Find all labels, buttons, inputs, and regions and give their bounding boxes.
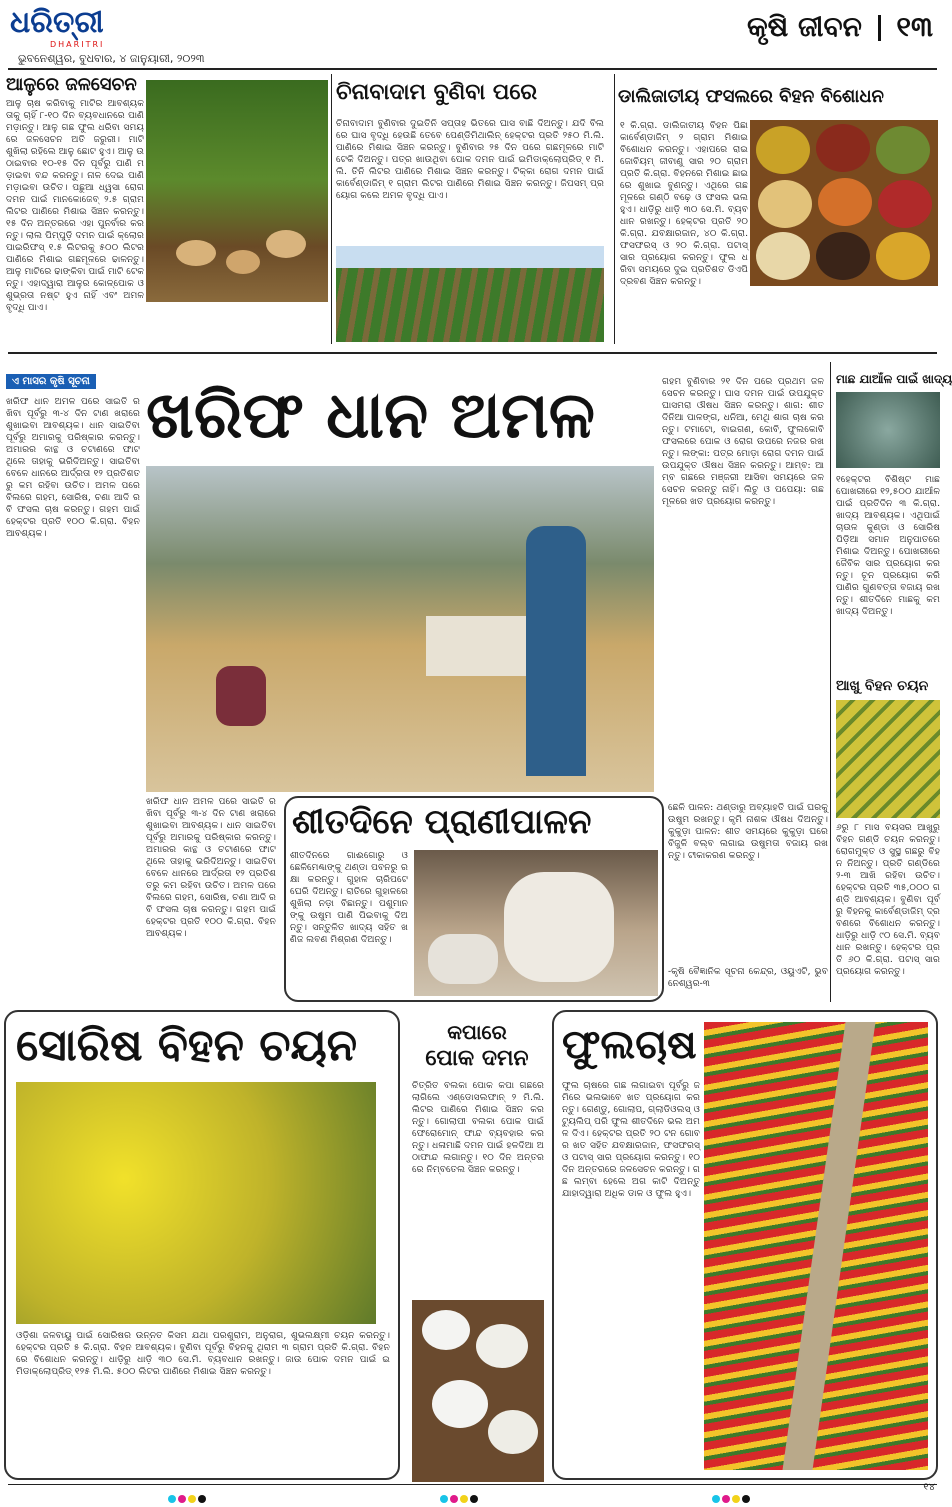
cotton-body: ଚିତ୍ରିତ ବଲକା ପୋକ କପା ଗଛରେ ଲାଗିଲେ ଏଣ୍ଡୋସଲଫାନ୍ ୨ ମି.ଲି. ଲିଟର ପାଣିରେ ମିଶାଇ ସିଞ୍ଚନ କରନ୍ତୁ। ଗୋଲାପୀ ବଲକା ପୋକ ପାଇଁ ଫେରୋମୋନ୍ ଫାନ୍ଦ ବ୍ୟବହାର କରନ୍ତୁ। ଧଳାମାଛି ଦମନ ପାଇଁ ହଳଦିଆ ଅଠାଫାନ୍ଦ ଲଗାନ୍ତୁ। ୧୦ ଦିନ ଅନ୍ତରରେ ନିମ୍ବତେଲ ସିଞ୍ଚନ କରନ୍ତୁ। xyxy=(412,1080,544,1175)
groundnut-photo xyxy=(336,246,604,342)
potato-photo xyxy=(146,80,328,302)
groundnut-body: ଚିନାବାଦାମ ବୁଣିବାର ଦୁଇତିନି ସପ୍ତାହ ଭିତରେ ଘାସ ବାଛି ଦିଅନ୍ତୁ। ଯଦି ବିଲରେ ଘାସ ବୃଦ୍ଧି ହେଉଛି ତେବେ ପେଣ୍ଡିମିଥାଲିନ୍ ହେକ୍ଟର ପ୍ରତି ୨୫୦ ମି.ଲି. ପାଣିରେ ମିଶାଇ ସିଞ୍ଚନ କରନ୍ତୁ। ବୁଣିବାର ୨୫ ଦିନ ପରେ ଗଛମୂଳରେ ମାଟି ଟେକି ଦିଅନ୍ତୁ। ପତ୍ର ଖାଉଥିବା ପୋକ ଦମନ ପାଇଁ ଇମିଡାକ୍ଲୋପ୍ରିଡ୍ ୧ ମି.ଲି. ତିନି ଲିଟର ପାଣିରେ ମିଶାଇ ସିଞ୍ଚନ କରନ୍ତୁ। ଟିକ୍କା ରୋଗ ଦମନ ପାଇଁ କାର୍ବେଣ୍ଡାଜିମ୍ ୧ ଗ୍ରାମ ଲିଟର ପାଣିରେ ମିଶାଇ ସିଞ୍ଚନ କରନ୍ତୁ। ଜିପସମ୍ ପ୍ରୟୋଗ କଲେ ଅମଳ ବୃଦ୍ଧି ପାଏ। xyxy=(336,118,604,201)
pulses-photo xyxy=(750,120,938,286)
mustard-title: ସୋରିଷ ବିହନ ଚୟନ xyxy=(16,1020,358,1071)
print-color-marks xyxy=(168,1488,208,1507)
livestock-byline: -କୃଷି ବୈଜ୍ଞାନିକ ସୂଚନା କେନ୍ଦ୍ର, ଓୟୁଏଟି, ଭୁବନେଶ୍ୱର-୩ xyxy=(668,966,828,989)
pulses-title: ଡାଲିଜାତୀୟ ଫସଲରେ ବିହନ ବିଶୋଧନ xyxy=(618,86,884,107)
cotton-photo xyxy=(412,1300,544,1482)
kharif-title: ଖରିଫ ଧାନ ଅମଳ xyxy=(146,379,595,453)
livestock-body-right: ଛେଳି ପାଳନ: ଥଣ୍ଡାରୁ ଅବ୍ୟାହତି ପାଇଁ ଘରକୁ ଉଷୁମ ରଖନ୍ତୁ। କୃମି ନାଶକ ଔଷଧ ଦିଅନ୍ତୁ। କୁକୁଡ଼ା ପାଳନ: ଶୀତ ସମୟରେ କୁକୁଡ଼ା ଘରେ ବିଜୁଳି ବଲ୍ବ ଲଗାଇ ଉଷୁମତା ବଜାୟ ରଖନ୍ତୁ। ଟୀକାକରଣ କରନ୍ତୁ। xyxy=(668,802,828,861)
logo-subtext: DHARITRI xyxy=(50,40,105,49)
cotton-title-2: ପୋକ ଦମନ xyxy=(425,1046,529,1071)
kharif-body-right: ଗହମ ବୁଣିବାର ୨୧ ଦିନ ପରେ ପ୍ରଥମ ଜଳସେଚନ କରନ୍ତୁ। ଘାସ ଦମନ ପାଇଁ ଉପଯୁକ୍ତ ଘାସମରା ଔଷଧ ସିଞ୍ଚନ କରନ୍ତୁ। ଶାଗ: ଶୀତଦିନିଆ ପାଳଙ୍ଗ, ଧନିଆ, ମେଥି ଶାଗ ଚାଷ କରନ୍ତୁ। ଟମାଟୋ, ବାଇଗଣ, କୋବି, ଫୁଲକୋବି ଫସଲରେ ପୋକ ଓ ରୋଗ ଉପରେ ନଜର ରଖନ୍ତୁ। ଲଙ୍କା: ପତ୍ର ମୋଡ଼ା ରୋଗ ଦମନ ପାଇଁ ଉପଯୁକ୍ତ ଔଷଧ ସିଞ୍ଚନ କରନ୍ତୁ। ଆମ୍ବ: ଆମ୍ବ ଗଛରେ ମଞ୍ଜରୀ ଆସିବା ସମୟରେ ଜଳସେଚନ କରନ୍ତୁ ନାହିଁ। ଲିଚୁ ଓ ପପେୟା: ଗଛମୂଳରେ ଖତ ପ୍ରୟୋଗ କରନ୍ତୁ। xyxy=(662,376,824,507)
section-name: କୃଷି ଜୀବନ xyxy=(746,10,862,43)
fish-title: ମାଛ ଯାଆଁଳ ପାଇଁ ଖାଦ୍ୟ xyxy=(836,372,952,386)
cane-body: ୬ରୁ ୮ ମାସ ବୟସର ଆଖୁରୁ ବିହନ ଗଣ୍ଡି ଚୟନ କରନ୍ତୁ। ରୋଗମୁକ୍ତ ଓ ସୁସ୍ଥ ଗଛରୁ ବିହନ ନିଅନ୍ତୁ। ପ୍ରତି ଗଣ୍ଡିରେ ୨-୩ ଆଖି ରହିବା ଉଚିତ। ହେକ୍ଟର ପ୍ରତି ୩୫,୦୦୦ ଗଣ୍ଡି ଆବଶ୍ୟକ। ବୁଣିବା ପୂର୍ବରୁ ବିହନକୁ କାର୍ବେଣ୍ଡାଜିମ୍ ଦ୍ରବଣରେ ବିଶୋଧନ କରନ୍ତୁ। ଧାଡ଼ିରୁ ଧାଡ଼ି ୯୦ ସେ.ମି. ବ୍ୟବଧାନ ରଖନ୍ତୁ। ହେକ୍ଟର ପ୍ରତି ୬୦ କି.ଗ୍ରା. ପଟାସ୍ ସାର ପ୍ରୟୋଗ କରନ୍ତୁ। xyxy=(836,822,940,977)
groundnut-title: ଚିନାବାଦାମ ବୁଣିବା ପରେ xyxy=(336,80,538,105)
logo-text: ଧରିତ୍ରୀ xyxy=(10,5,104,40)
kharif-tag: ଏ ମାସର କୃଷି ସୂଚନା xyxy=(6,374,96,389)
fish-photo xyxy=(836,392,940,468)
cotton-title-1: କପାରେ xyxy=(447,1020,507,1044)
livestock-title: ଶୀତଦିନେ ପ୍ରାଣୀପାଳନ xyxy=(292,802,592,842)
masthead-logo xyxy=(10,6,130,50)
dateline: ଭୁବନେଶ୍ୱର, ବୁଧବାର, ୪ ଜାନୁୟାରୀ, ୨୦୨୩ xyxy=(18,52,205,65)
footer-page-number: ୧୪ xyxy=(923,1482,935,1493)
livestock-body-left: ଶୀତଦିନରେ ଗାଈଗୋରୁ ଓ ଛେଳିମେଣ୍ଢାଙ୍କୁ ଥଣ୍ଡା ପବନରୁ ରକ୍ଷା କରନ୍ତୁ। ଗୁହାଳ ଚାରିପଟେ ଘେରି ଦିଅନ୍ତୁ। ରାତିରେ ଗୁହାଳରେ ଶୁଖିଲା ନଡ଼ା ବିଛାନ୍ତୁ। ପଶୁମାନଙ୍କୁ ଉଷୁମ ପାଣି ପିଇବାକୁ ଦିଅନ୍ତୁ। ସନ୍ତୁଳିତ ଖାଦ୍ୟ ସହିତ ଖଣିଜ ଲବଣ ମିଶ୍ରଣ ଦିଅନ୍ତୁ। xyxy=(290,850,408,945)
section-title xyxy=(747,10,933,44)
potato-title: ଆଳୁରେ ଜଳସେଚନ xyxy=(6,74,137,95)
potato-body: ଆଳୁ ଚାଷ କରିବାକୁ ମାଟିର ଆବଶ୍ୟକତାକୁ ଚାହିଁ ୮-୧୦ ଦିନ ବ୍ୟବଧାନରେ ପାଣି ମଡ଼ାନ୍ତୁ। ଆଳୁ ଗଛ ଫୁଲ ଧରିବା ସମୟରେ ଜଳସେଚନ ଅତି ଜରୁରୀ। ମାଟି ଶୁଖିଲା ରହିଲେ ଆଳୁ ଛୋଟ ହୁଏ। ଆଳୁ ଉଠାଇବାର ୧୦-୧୫ ଦିନ ପୂର୍ବରୁ ପାଣି ମଡ଼ାଇବା ବନ୍ଦ କରନ୍ତୁ। ନାଳ ଦେଇ ପାଣି ମଡ଼ାଇବା ଉଚିତ। ପଛୁଆ ଧ୍ୱସା ରୋଗ ଦମନ ପାଇଁ ମାନକୋଜେବ୍ ୨.୫ ଗ୍ରାମ ଲିଟର ପାଣିରେ ମିଶାଇ ସିଞ୍ଚନ କରନ୍ତୁ। ୧୫ ଦିନ ଅନ୍ତରରେ ଏହା ପୁନର୍ବାର କରନ୍ତୁ। ଲାଲ ପିମ୍ପୁଡ଼ି ଦମନ ପାଇଁ କ୍ଲୋରପାଇରିଫସ୍ ୧.୫ ଲିଟରକୁ ୫୦୦ ଲିଟର ପାଣିରେ ମିଶାଇ ଗଛମୂଳରେ ଢାଳନ୍ତୁ। ଆଳୁ ମାଟିରେ ଢାଙ୍କିବା ପାଇଁ ମାଟି ଟେକନ୍ତୁ। ଏହାଦ୍ୱାରା ଆଳୁର କୋଳ୍ପୋକ ଓ ଶୁଭ୍ରତା ନଷ୍ଟ ହୁଏ ନାହିଁ ଏବଂ ଅମଳ ବୃଦ୍ଧି ପାଏ। xyxy=(6,98,144,313)
cane-photo xyxy=(836,700,940,818)
print-color-marks-right xyxy=(712,1488,752,1507)
kharif-body-left: ଖରିଫ ଧାନ ଅମଳ ପରେ ସାଇତି ରଖିବା ପୂର୍ବରୁ ୩-୪ ଦିନ ଟାଣ ଖରାରେ ଶୁଖାଇବା ଆବଶ୍ୟକ। ଧାନ ସାଇତିବା ପୂର୍ବରୁ ଅମାରକୁ ପରିଷ୍କାର କରନ୍ତୁ। ଅମାରର କାନ୍ଥ ଓ ଚଟାଣରେ ଫାଟ ଥିଲେ ତାହାକୁ ଭରିଦିଅନ୍ତୁ। ସାଇତିବା ବେଳେ ଧାନରେ ଆର୍ଦ୍ରତା ୧୨ ପ୍ରତିଶତରୁ କମ ରହିବା ଉଚିତ। ଅମଳ ପରେ ବିଲରେ ଗହମ, ସୋରିଷ, ଚଣା ଆଦି ରବି ଫସଲ ଚାଷ କରନ୍ତୁ। ଗହମ ପାଇଁ ହେକ୍ଟର ପ୍ରତି ୧୦୦ କି.ଗ୍ରା. ବିହନ ଆବଶ୍ୟକ। xyxy=(6,396,140,539)
kharif-continued: ଖରିଫ ଧାନ ଅମଳ ପରେ ସାଇତି ରଖିବା ପୂର୍ବରୁ ୩-୪ ଦିନ ଟାଣ ଖରାରେ ଶୁଖାଇବା ଆବଶ୍ୟକ। ଧାନ ସାଇତିବା ପୂର୍ବରୁ ଅମାରକୁ ପରିଷ୍କାର କରନ୍ତୁ। ଅମାରର କାନ୍ଥ ଓ ଚଟାଣରେ ଫାଟ ଥିଲେ ତାହାକୁ ଭରିଦିଅନ୍ତୁ। ସାଇତିବା ବେଳେ ଧାନରେ ଆର୍ଦ୍ରତା ୧୨ ପ୍ରତିଶତରୁ କମ ରହିବା ଉଚିତ। ଅମଳ ପରେ ବିଲରେ ଗହମ, ସୋରିଷ, ଚଣା ଆଦି ରବି ଫସଲ ଚାଷ କରନ୍ତୁ। ଗହମ ପାଇଁ ହେକ୍ଟର ପ୍ରତି ୧୦୦ କି.ଗ୍ରା. ବିହନ ଆବଶ୍ୟକ। xyxy=(146,796,276,939)
mustard-body: ଓଡ଼ିଶା ଜଳବାୟୁ ପାଇଁ ସୋରିଷର ଉନ୍ନତ କିସମ ଯଥା ପରଶୁରାମ, ଅନୁରାଗ, ଶୁଭଲକ୍ଷ୍ମୀ ଚୟନ କରନ୍ତୁ। ହେକ୍ଟର ପ୍ରତି ୫ କି.ଗ୍ରା. ବିହନ ଆବଶ୍ୟକ। ବୁଣିବା ପୂର୍ବରୁ ବିହନକୁ ଥିରାମ ୩ ଗ୍ରାମ ପ୍ରତି କି.ଗ୍ରା. ବିହନରେ ବିଶୋଧନ କରନ୍ତୁ। ଧାଡ଼ିରୁ ଧାଡ଼ି ୩୦ ସେ.ମି. ବ୍ୟବଧାନ ରଖନ୍ତୁ। ଜାଉ ପୋକ ଦମନ ପାଇଁ ଇମିଡାକ୍ଲୋପ୍ରିଡ୍ ୧୨୫ ମି.ଲି. ୫୦୦ ଲିଟର ପାଣିରେ ମିଶାଇ ସିଞ୍ଚନ କରନ୍ତୁ। xyxy=(16,1330,390,1377)
livestock-photo xyxy=(414,850,658,996)
flower-title: ଫୁଲଚାଷ xyxy=(562,1022,697,1068)
cane-title: ଆଖୁ ବିହନ ଚୟନ xyxy=(836,678,929,694)
flower-body: ଫୁଲ ଚାଷରେ ଗଛ ଲଗାଇବା ପୂର୍ବରୁ ଜମିରେ ଭଲଭାବେ ଖତ ପ୍ରୟୋଗ କରନ୍ତୁ। ଗେଣ୍ଡୁ, ଗୋଲାପ, ଗ୍ଲାଡିଓଲସ୍ ଓ ଟ୍ୟୁଲିପ୍ ପରି ଫୁଲ ଶୀତଦିନେ ଭଲ ଅମଳ ଦିଏ। ହେକ୍ଟର ପ୍ରତି ୨୦ ଟନ ଗୋବର ଖତ ସହିତ ଯବକ୍ଷାରଜାନ, ଫସଫରସ୍ ଓ ପଟାସ୍ ସାର ପ୍ରୟୋଗ କରନ୍ତୁ। ୧୦ ଦିନ ଅନ୍ତରରେ ଜଳସେଚନ କରନ୍ତୁ। ଗଛ ଲମ୍ବା ହେଲେ ଅଗ କାଟି ଦିଅନ୍ତୁ ଯାହାଦ୍ୱାରା ଅଧିକ ଡାଳ ଓ ଫୁଲ ହୁଏ। xyxy=(562,1080,700,1199)
mustard-photo xyxy=(16,1082,376,1324)
print-color-marks-center xyxy=(440,1488,480,1507)
kharif-photo xyxy=(146,466,654,792)
fish-body: ୧ହେକ୍ଟର ବିଶିଷ୍ଟ ମାଛ ପୋଖରୀରେ ୧୨,୫୦୦ ଯାଆଁଳ ପାଇଁ ପ୍ରତିଦିନ ୩ କି.ଗ୍ରା. ଖାଦ୍ୟ ଆବଶ୍ୟକ। ଏଥିପାଇଁ ଚାଉଳ କୁଣ୍ଡା ଓ ସୋରିଷ ପିଡ଼ିଆ ସମାନ ଅନୁପାତରେ ମିଶାଇ ଦିଅନ୍ତୁ। ପୋଖରୀରେ ଜୈବିକ ସାର ପ୍ରୟୋଗ କରନ୍ତୁ। ଚୂନ ପ୍ରୟୋଗ କରି ପାଣିର ଗୁଣବତ୍ତା ବଜାୟ ରଖନ୍ତୁ। ଶୀତଦିନେ ମାଛକୁ କମ ଖାଦ୍ୟ ଦିଅନ୍ତୁ। xyxy=(836,474,940,617)
page-number: ୧୩ xyxy=(896,10,933,43)
flower-photo xyxy=(704,1022,928,1470)
pulses-body: ୧ କି.ଗ୍ରା. ଡାଲିଜାତୀୟ ବିହନ ପିଛା କାର୍ବେଣ୍ଡାଜିମ୍ ୨ ଗ୍ରାମ ମିଶାଇ ବିଶୋଧନ କରନ୍ତୁ। ଏହାପରେ ରାଇଜୋବିୟମ୍ ଜୀବାଣୁ ସାର ୨୦ ଗ୍ରାମ ପ୍ରତି କି.ଗ୍ରା. ବିହନରେ ମିଶାଇ ଛାଇରେ ଶୁଖାଇ ବୁଣନ୍ତୁ। ଏଥିରେ ଗଛମୂଳରେ ଗଣ୍ଠି ବଢ଼େ ଓ ଫସଲ ଭଲ ହୁଏ। ଧାଡ଼ିରୁ ଧାଡ଼ି ୩୦ ସେ.ମି. ବ୍ୟବଧାନ ରଖନ୍ତୁ। ହେକ୍ଟର ପ୍ରତି ୨୦ କି.ଗ୍ରା. ଯବକ୍ଷାରଜାନ, ୪୦ କି.ଗ୍ରା. ଫସଫରସ୍ ଓ ୨୦ କି.ଗ୍ରା. ପଟାସ୍ ସାର ପ୍ରୟୋଗ କରନ୍ତୁ। ଫୁଲ ଧରିବା ସମୟରେ ଦୁଇ ପ୍ରତିଶତ ଡିଏପି ଦ୍ରବଣ ସିଞ୍ଚନ କରନ୍ତୁ। xyxy=(620,120,748,287)
